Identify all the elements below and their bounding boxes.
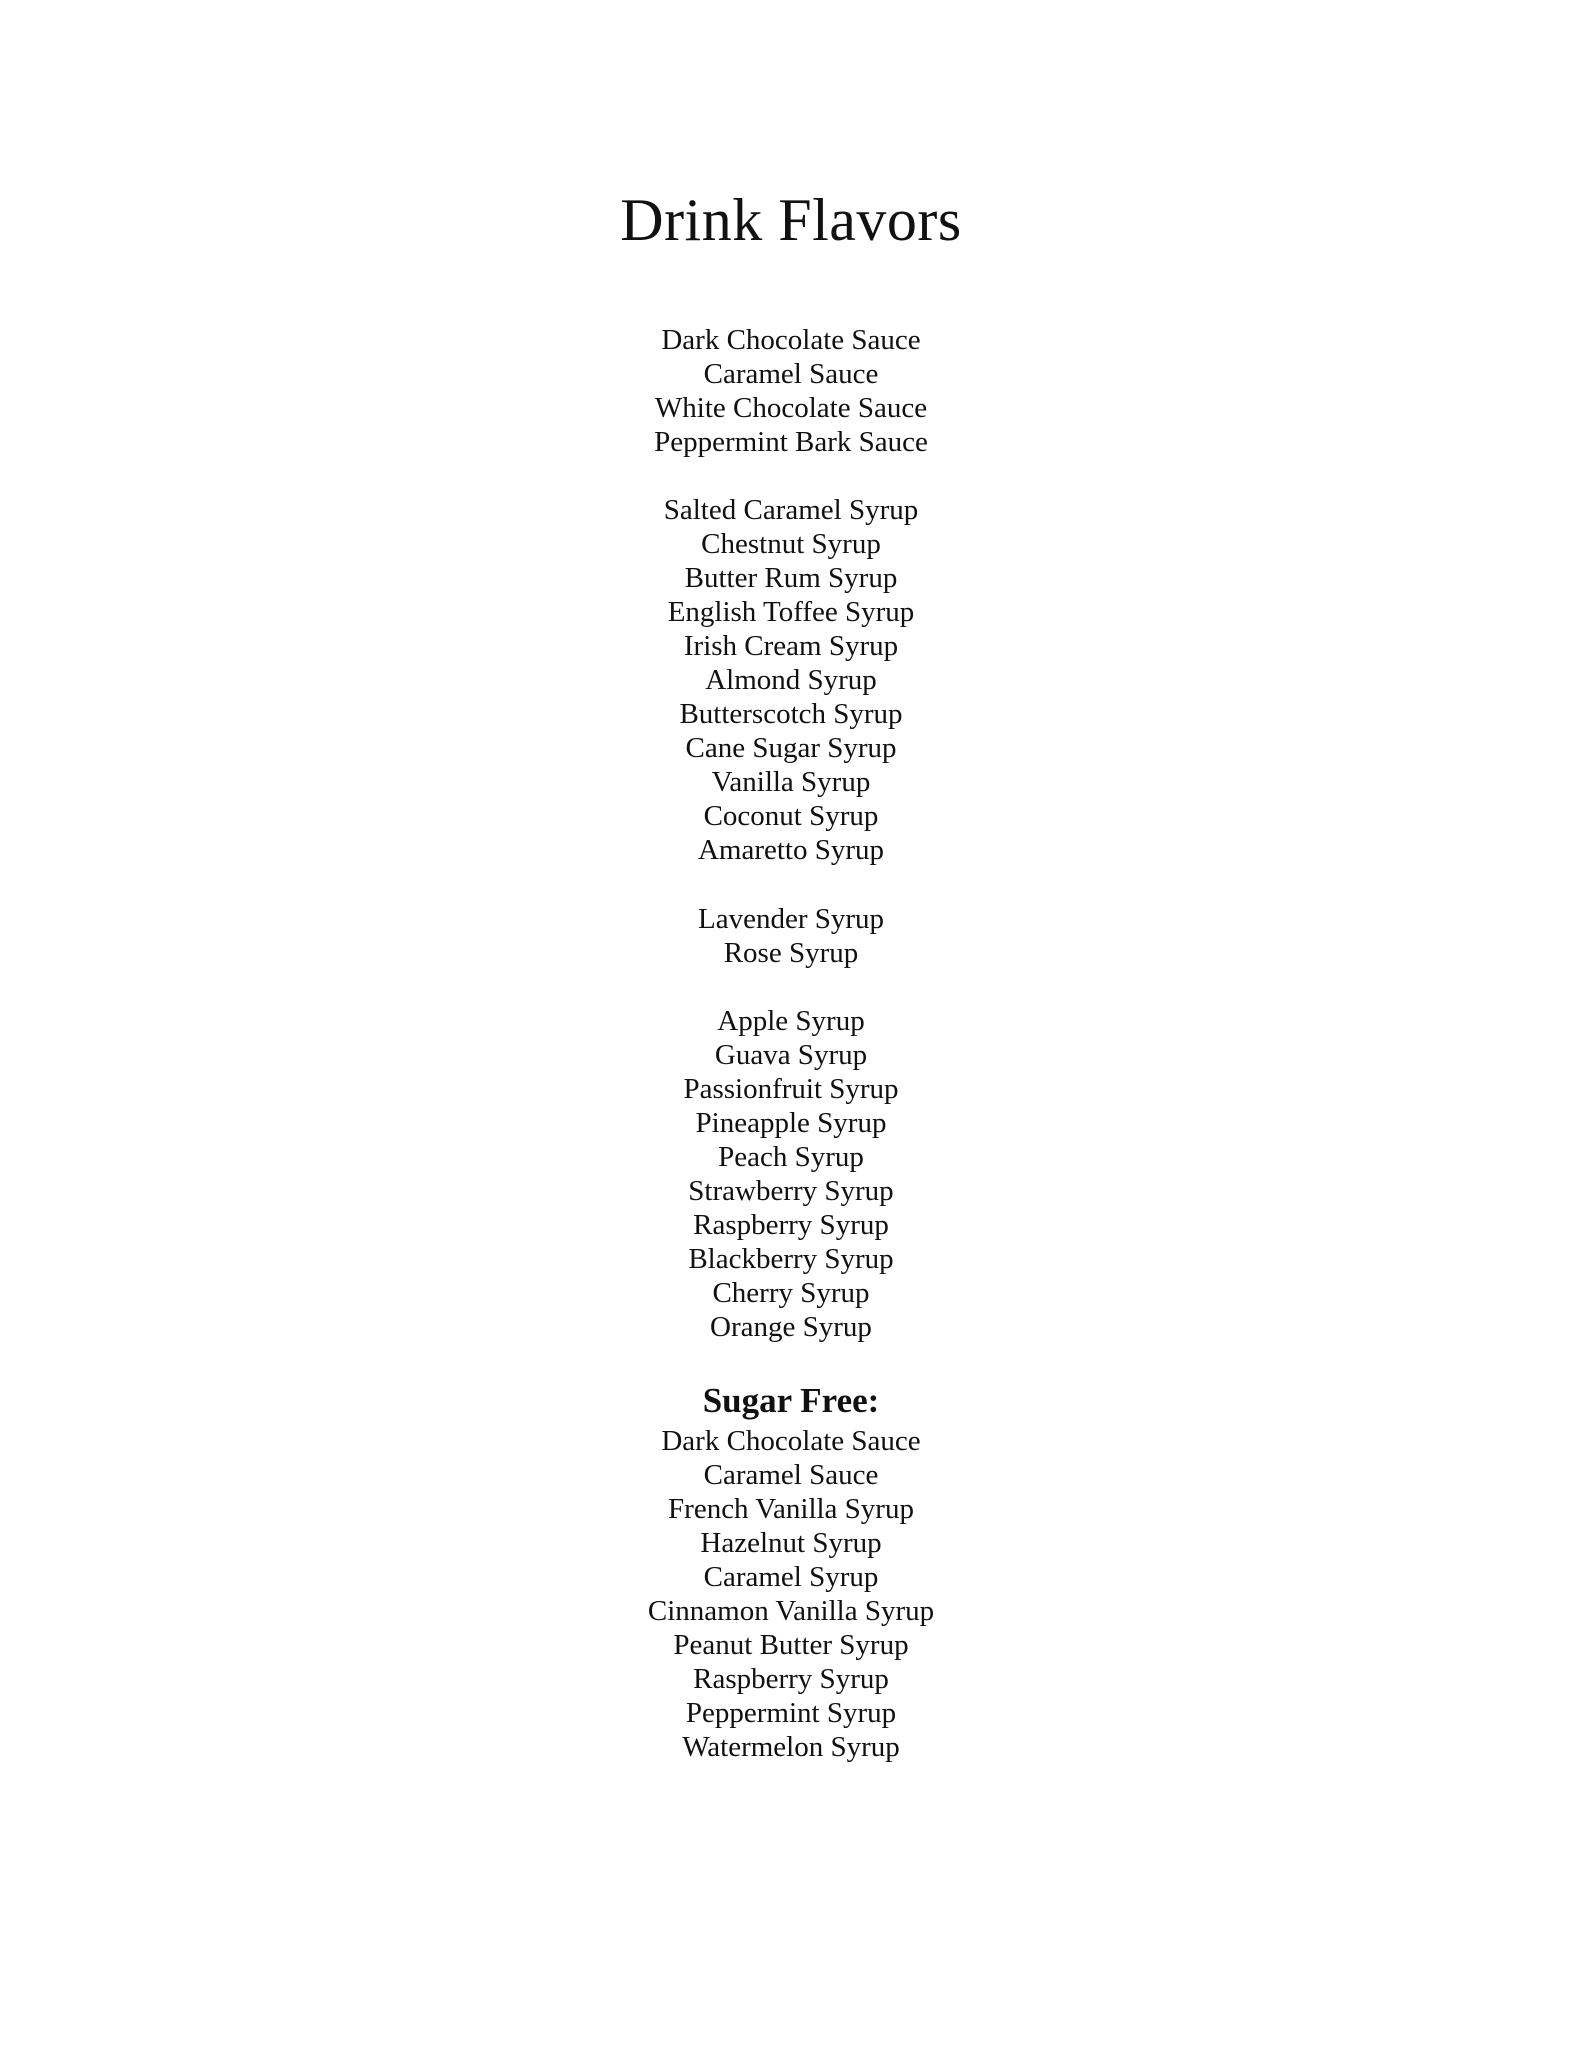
flavor-item: Orange Syrup <box>710 1311 872 1343</box>
sugar-free-heading: Sugar Free: <box>702 1381 880 1420</box>
flavor-item: Blackberry Syrup <box>688 1243 894 1275</box>
fruit-syrups-list <box>0 1004 1582 1344</box>
flavor-item: Raspberry Syrup <box>693 1663 889 1695</box>
flavor-item: Caramel Syrup <box>703 1561 879 1593</box>
flavor-item: Dark Chocolate Sauce <box>661 324 921 356</box>
flavor-item: White Chocolate Sauce <box>654 392 928 424</box>
flavor-item: Amaretto Syrup <box>697 834 885 866</box>
classic-syrups-list <box>0 493 1582 867</box>
flavor-item: Strawberry Syrup <box>688 1175 894 1207</box>
flavor-item: Peppermint Syrup <box>685 1697 897 1729</box>
flavor-item: Caramel Sauce <box>703 358 879 390</box>
flavor-item: Salted Caramel Syrup <box>663 494 919 526</box>
flavor-item: Almond Syrup <box>705 664 877 696</box>
flavor-item: Hazelnut Syrup <box>700 1527 882 1559</box>
flavor-item: Peppermint Bark Sauce <box>654 426 928 458</box>
flavor-item: Coconut Syrup <box>703 800 879 832</box>
flavor-item: French Vanilla Syrup <box>668 1493 914 1525</box>
sugar-free-list <box>0 1424 1582 1764</box>
page-title: Drink Flavors <box>620 187 962 253</box>
flavor-item: Peach Syrup <box>718 1141 864 1173</box>
flavor-item: Watermelon Syrup <box>682 1731 900 1763</box>
flavor-item: Lavender Syrup <box>697 903 885 935</box>
flavor-item: Raspberry Syrup <box>693 1209 889 1241</box>
flavor-item: Passionfruit Syrup <box>683 1073 899 1105</box>
flavor-item: Cherry Syrup <box>712 1277 870 1309</box>
flavor-item: Dark Chocolate Sauce <box>661 1425 921 1457</box>
flavor-item: Caramel Sauce <box>703 1459 879 1491</box>
flavor-item: Rose Syrup <box>723 937 859 969</box>
flavor-item: Pineapple Syrup <box>695 1107 887 1139</box>
flavor-item: Chestnut Syrup <box>701 528 881 560</box>
flavor-item: Cinnamon Vanilla Syrup <box>647 1595 935 1627</box>
flavor-item: English Toffee Syrup <box>667 596 915 628</box>
flavor-item: Apple Syrup <box>717 1005 865 1037</box>
flavor-item: Butter Rum Syrup <box>684 562 898 594</box>
floral-syrups-list <box>0 902 1582 970</box>
flavor-item: Butterscotch Syrup <box>679 698 903 730</box>
flavor-item: Peanut Butter Syrup <box>673 1629 909 1661</box>
flavor-item: Cane Sugar Syrup <box>685 732 897 764</box>
flavor-item: Vanilla Syrup <box>711 766 871 798</box>
flavor-item: Guava Syrup <box>714 1039 868 1071</box>
sauces-list <box>0 323 1582 459</box>
flavor-item: Irish Cream Syrup <box>683 630 899 662</box>
